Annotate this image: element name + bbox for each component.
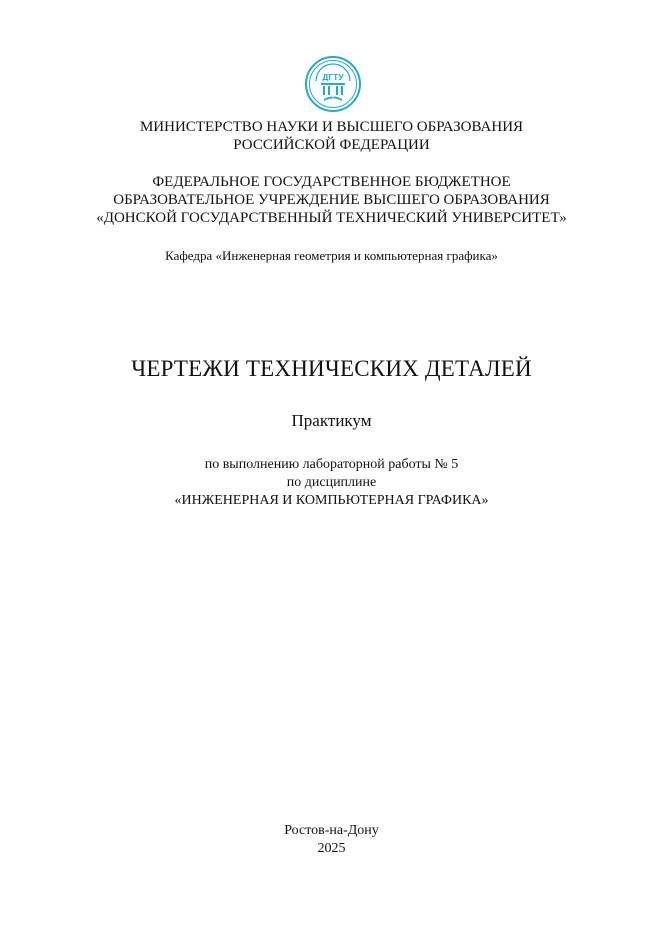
institution-line-1: ФЕДЕРАЛЬНОЕ ГОСУДАРСТВЕННОЕ БЮДЖЕТНОЕ bbox=[152, 174, 511, 190]
institution-line-2: ОБРАЗОВАТЕЛЬНОЕ УЧРЕЖДЕНИЕ ВЫСШЕГО ОБРАЗОВАНИЯ bbox=[113, 192, 550, 208]
department-line: Кафедра «Инженерная геометрия и компьютерная графика» bbox=[165, 248, 498, 263]
description-line-3: «ИНЖЕНЕРНАЯ И КОМПЬЮТЕРНАЯ ГРАФИКА» bbox=[174, 493, 489, 508]
svg-text:ДГТУ: ДГТУ bbox=[322, 72, 344, 82]
city-label: Ростов-на-Дону bbox=[284, 823, 379, 838]
university-logo bbox=[304, 55, 362, 113]
ministry-line-1: МИНИСТЕРСТВО НАУКИ И ВЫСШЕГО ОБРАЗОВАНИЯ bbox=[139, 119, 524, 135]
description-line-1: по выполнению лабораторной работы № 5 bbox=[204, 457, 459, 472]
year-label: 2025 bbox=[317, 841, 346, 856]
institution-line-3: «ДОНСКОЙ ГОСУДАРСТВЕННЫЙ ТЕХНИЧЕСКИЙ УНИВЕРСИТЕТ» bbox=[96, 210, 567, 226]
document-title: ЧЕРТЕЖИ ТЕХНИЧЕСКИХ ДЕТАЛЕЙ bbox=[131, 356, 532, 381]
description-line-2: по дисциплине bbox=[286, 475, 377, 490]
ministry-line-2: РОССИЙСКОЙ ФЕДЕРАЦИИ bbox=[233, 137, 430, 153]
document-subtitle: Практикум bbox=[291, 411, 372, 430]
